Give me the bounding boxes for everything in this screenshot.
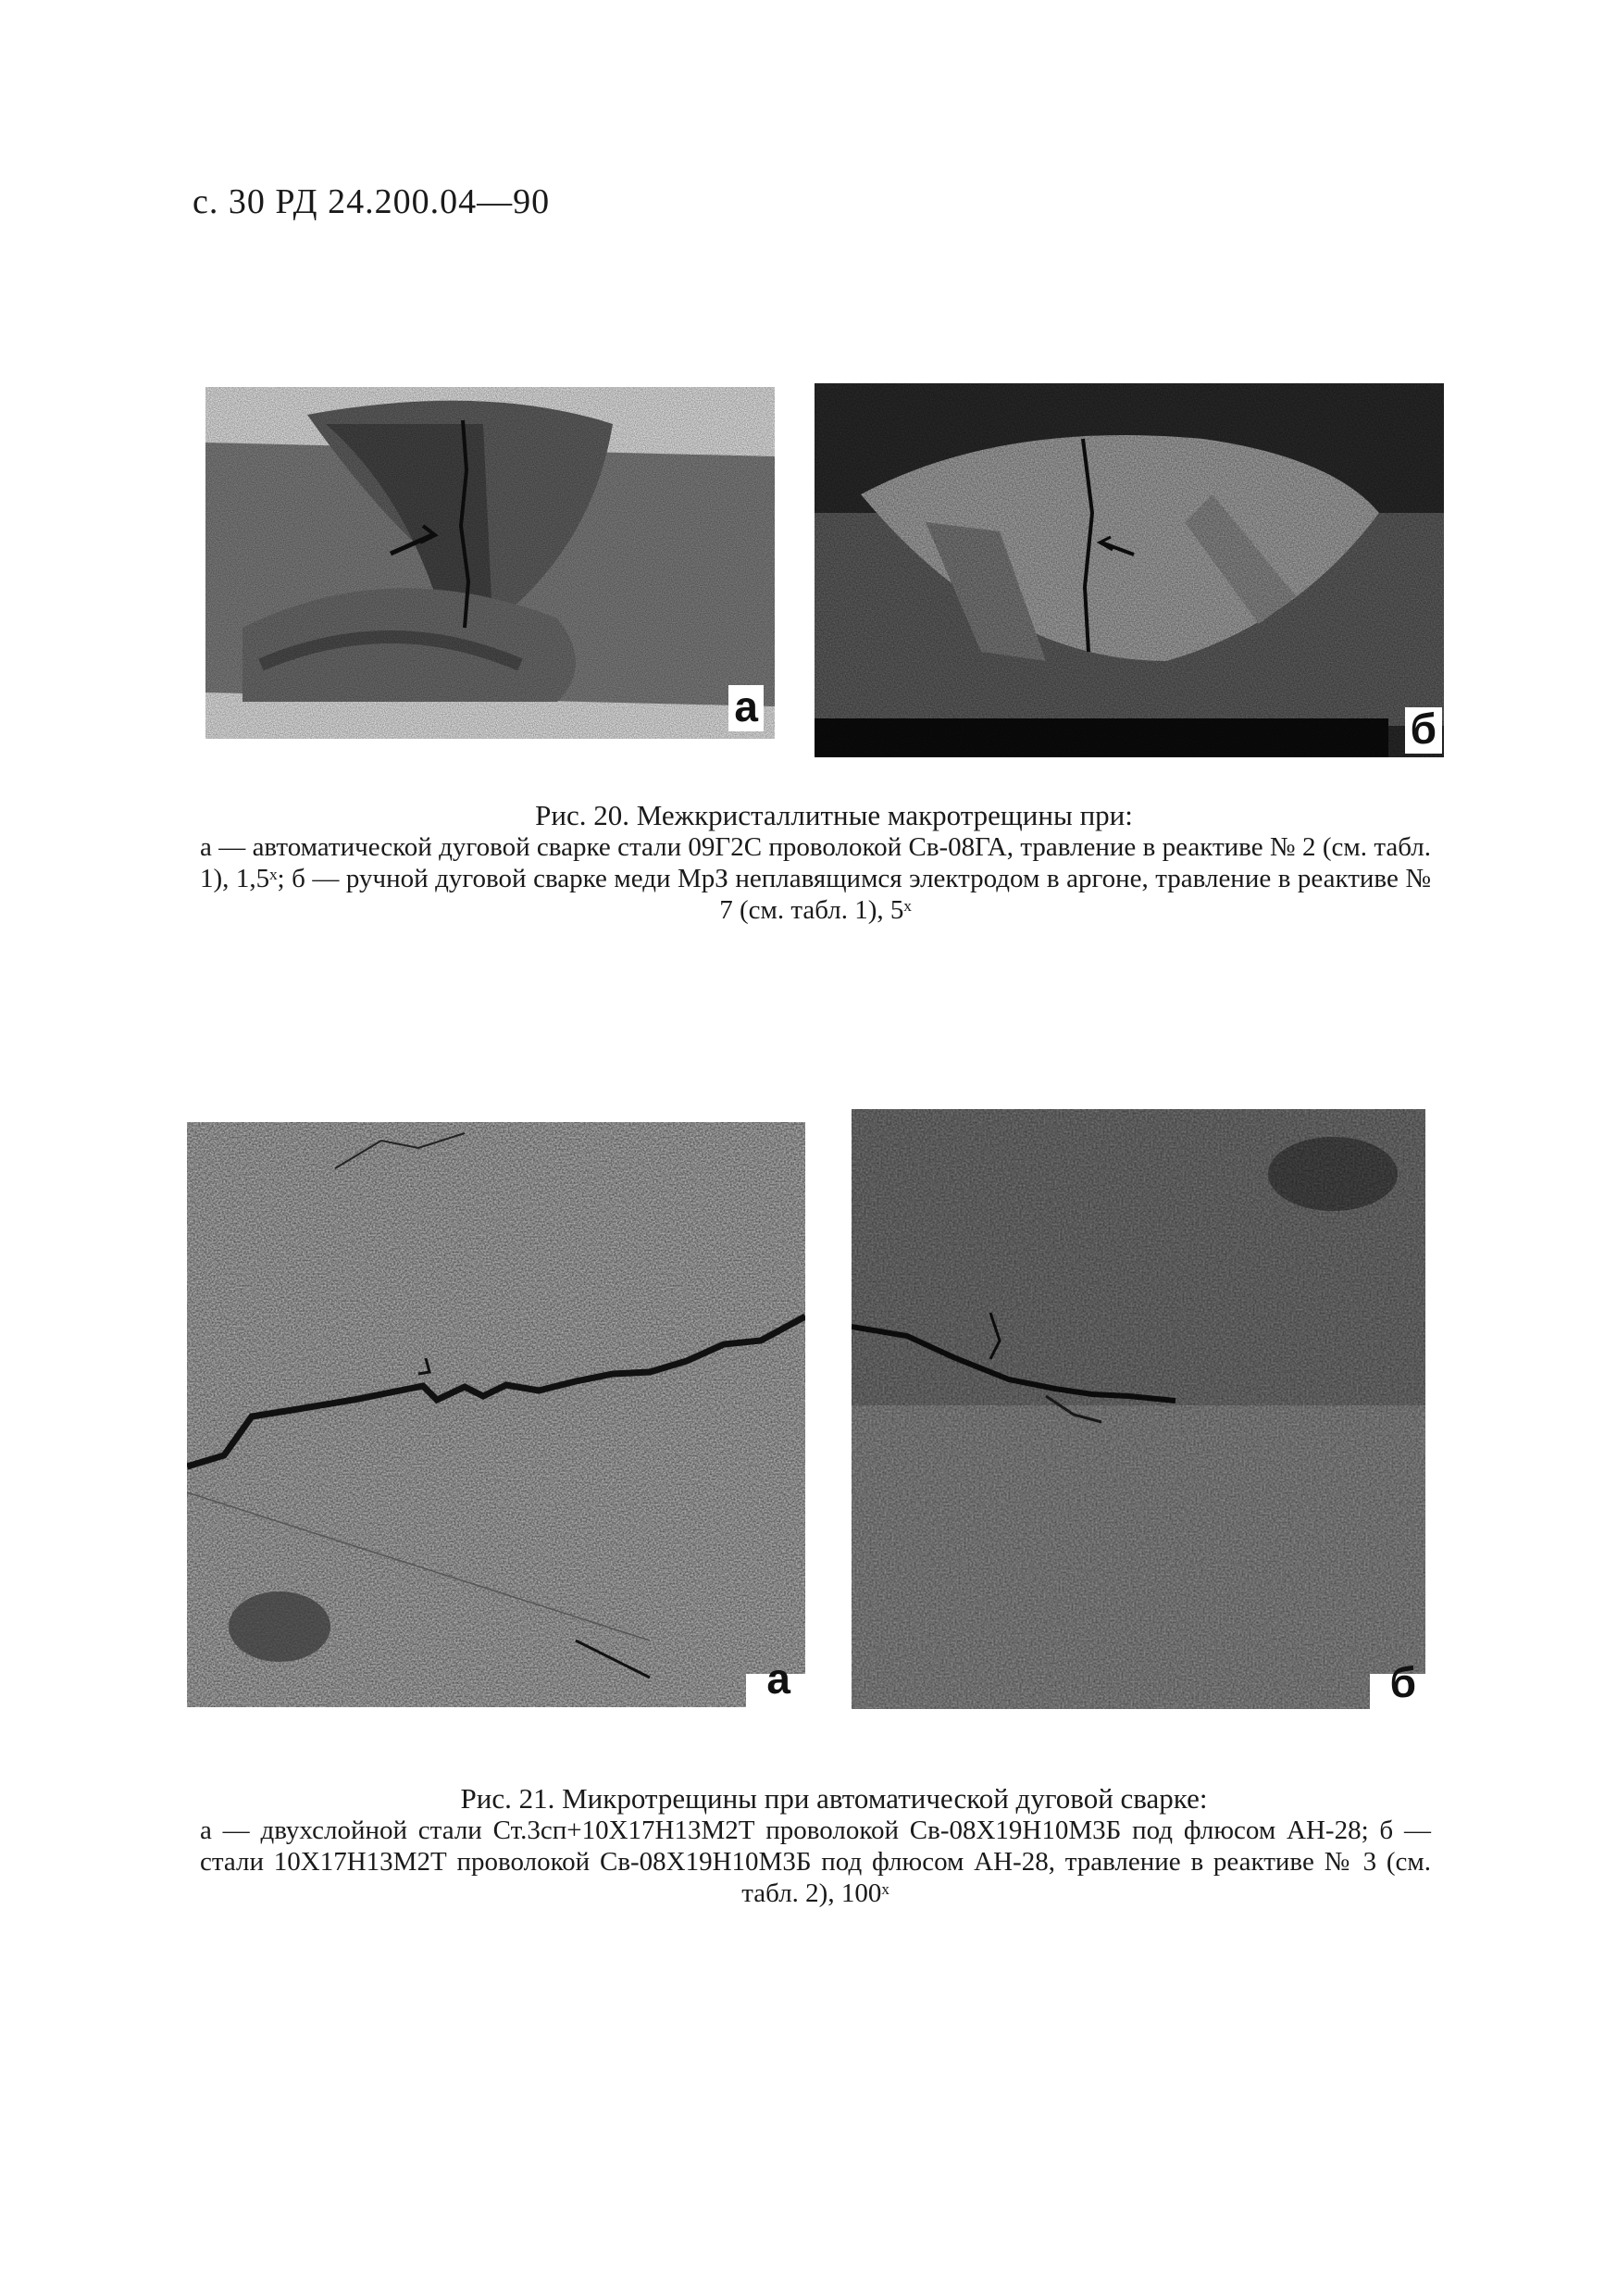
figure-20a-label: а (728, 685, 764, 731)
micrograph-image (187, 1122, 805, 1707)
weld-macro-image (815, 383, 1444, 757)
figure-21b-photo (852, 1109, 1425, 1709)
figure-20b-label: б (1405, 707, 1442, 754)
figure-21-caption-body: а — двухслойной стали Ст.3сп+10Х17Н13М2Т проволокой Св-08Х19Н10М3Б под флюсом АН-28; б — стали 10Х17Н13М2Т проволокой Св-08Х19Н10М3Б под флюсом АН-28, травление в реактиве № 3 (см. табл. 2), 100ˣ (200, 1816, 1431, 1908)
weld-macro-image (205, 387, 775, 739)
figure-21a-photo (187, 1122, 805, 1707)
figure-20-caption-title: Рис. 20. Межкристаллитные макротрещины при: (535, 799, 1133, 831)
figure-21-caption (200, 1783, 1431, 1909)
figure-20-caption (200, 800, 1431, 926)
figure-20b-photo (815, 383, 1444, 757)
figure-21-caption-title: Рис. 21. Микротрещины при автоматической дуговой сварке: (460, 1782, 1208, 1815)
figure-20-caption-body: а — автоматической дуговой сварке стали 09Г2С проволокой Св-08ГА, травление в реактиве № 2 (см. табл. 1), 1,5ˣ; б — ручной дуговой сварке меди МрЗ неплавящимся электродом в аргоне, травление в реактиве № 7 (см. табл. 1), 5ˣ (200, 832, 1431, 925)
figure-21b-label: б (1389, 1658, 1416, 1706)
figure-21a-label: а (766, 1654, 790, 1703)
figure-20a-photo (205, 387, 775, 739)
micrograph-image (852, 1109, 1425, 1709)
page-header: с. 30 РД 24.200.04—90 (193, 182, 551, 221)
